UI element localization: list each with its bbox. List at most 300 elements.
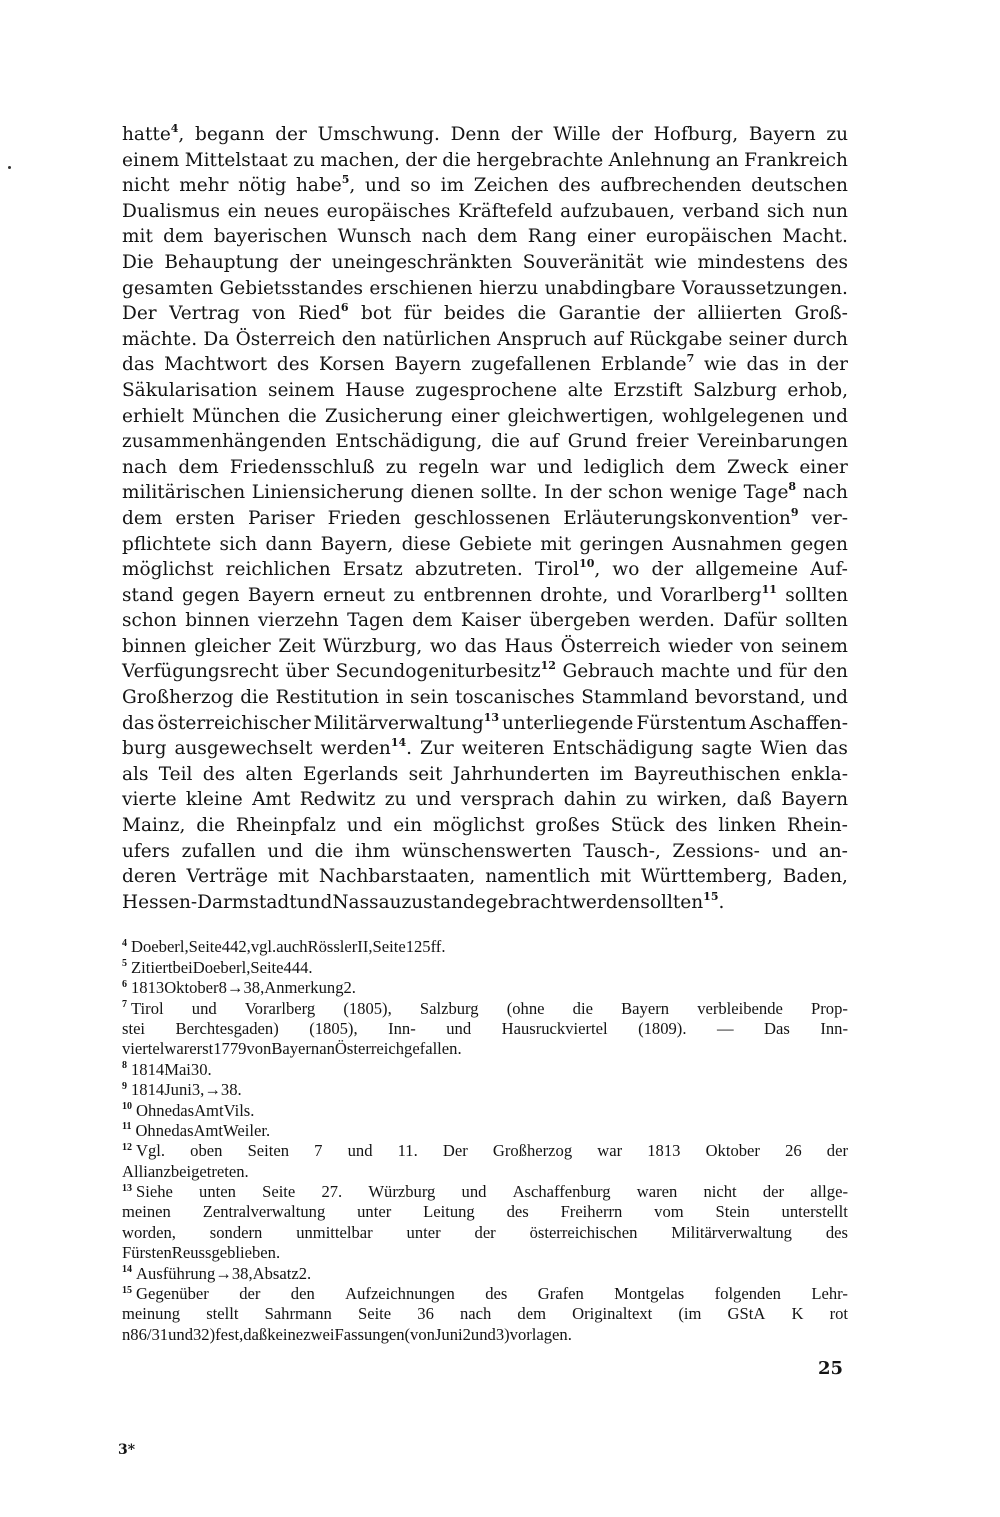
footnote-word: →	[204, 1080, 221, 1100]
footnote-word: zwei	[303, 1324, 335, 1344]
body-word: mit	[540, 533, 572, 555]
body-word: des	[276, 354, 310, 376]
footnote	[122, 1121, 848, 1141]
footnote-word: und	[191, 998, 217, 1018]
body-word: zu	[385, 456, 408, 478]
body-word: Kräftefeld	[458, 200, 553, 222]
footnote-word: Originaltext	[572, 1304, 653, 1324]
body-word: regeln	[418, 456, 479, 478]
body-word: und	[296, 891, 333, 913]
footnote-word: Großherzog	[492, 1141, 573, 1161]
body-word: der	[275, 124, 307, 145]
footnote-word: 3)	[495, 1324, 510, 1344]
footnote-word: nicht	[703, 1182, 737, 1202]
footnote-word: 2	[462, 1324, 471, 1344]
body-line	[122, 429, 848, 455]
body-word: Salzburg	[693, 379, 777, 401]
body-word: Militärverwaltung$^{13}$	[313, 710, 500, 734]
body-word: und	[812, 687, 848, 709]
body-word: alliierten	[697, 303, 782, 325]
footnote-word: Mai	[164, 1059, 191, 1079]
body-word: Ausnahmen	[672, 533, 783, 555]
footnote-word: die	[572, 998, 593, 1018]
footnote-word: Sahrmann	[264, 1304, 332, 1324]
body-word: Würzburg,	[323, 635, 423, 657]
body-word: pflichtete	[122, 533, 212, 555]
body-word: Wille	[553, 124, 601, 145]
footnote-word: Montgelas	[614, 1284, 685, 1304]
footnote-word: 38,	[243, 978, 265, 998]
footnote-word: oben	[190, 1141, 223, 1161]
footnote-line	[122, 1080, 848, 1100]
body-word: enkla-	[790, 763, 848, 785]
body-word: das	[122, 712, 155, 734]
footnote-word: Fürsten	[122, 1243, 172, 1263]
footnote-ref: 5	[341, 173, 350, 187]
body-word: Machtwort	[164, 354, 268, 376]
body-word: mit	[278, 866, 309, 888]
footnote-line	[122, 978, 848, 998]
body-word: Rhein-	[787, 815, 848, 837]
body-word: neues	[263, 200, 320, 222]
footnote	[122, 1264, 848, 1284]
footnote-ref: 4	[170, 121, 179, 135]
body-word: nicht	[122, 175, 170, 197]
footnote-word: Seite	[372, 937, 406, 957]
body-word: versprach	[460, 789, 555, 811]
body-word: der	[569, 482, 602, 504]
footnote-word: Inn-	[820, 1018, 848, 1038]
footnote-word: 11.	[397, 1141, 418, 1161]
footnote-word: 125	[405, 937, 431, 957]
body-word: Restitution	[275, 687, 380, 709]
body-word: mächte.	[122, 328, 198, 350]
footnote-word: Seite	[262, 1182, 296, 1202]
body-word: bot	[360, 303, 392, 325]
footnote-word: und	[347, 1141, 373, 1161]
body-word: Gebrauch	[562, 661, 655, 683]
body-word: Hofburg,	[653, 124, 739, 145]
body-word: seit	[408, 763, 443, 785]
footnote-word: allge-	[810, 1182, 848, 1202]
footnote-word: Oktober	[705, 1141, 760, 1161]
footnote-word: folgenden	[714, 1284, 781, 1304]
body-word: stand	[122, 584, 174, 606]
footnote-word: 36	[417, 1304, 434, 1324]
footnote-number: 13	[122, 1182, 132, 1194]
body-word: Tage$^8$	[743, 480, 797, 504]
footnote-word: vgl.	[250, 937, 277, 957]
body-word: zugefallenen	[471, 354, 591, 376]
footnote-word: und	[168, 1324, 193, 1344]
footnote-word: $^7$ Tirol	[122, 998, 164, 1018]
footnote-line	[122, 1264, 848, 1284]
footnote-word: daß	[243, 1324, 268, 1344]
body-line	[122, 787, 848, 813]
footnote-number: 8	[122, 1060, 127, 1072]
footnote-word: Weiler.	[223, 1120, 271, 1140]
body-line	[122, 532, 848, 558]
body-word: vierte	[122, 789, 177, 811]
body-word: Zeit	[278, 635, 316, 657]
body-word: Groß-	[794, 303, 848, 325]
footnote-line	[122, 1019, 848, 1039]
footnote-number: 11	[122, 1121, 132, 1133]
body-word: entbrennen	[423, 584, 532, 606]
body-word: unabdingbare	[544, 277, 676, 299]
body-word: von	[740, 635, 774, 657]
footnote-word: stellt	[206, 1304, 239, 1324]
body-word: ausgewechselt	[174, 738, 313, 760]
body-word: Teil	[158, 763, 193, 785]
body-line	[122, 685, 848, 711]
footnote-word: (ohne	[506, 998, 545, 1018]
body-line	[122, 148, 848, 174]
body-word: dem	[477, 226, 518, 248]
footnote-number: 10	[122, 1101, 132, 1112]
body-word: Kaiser	[460, 610, 521, 632]
footnote-word: K	[791, 1304, 804, 1324]
signature-mark: 3*	[118, 1442, 136, 1458]
body-word: hergebrachte	[476, 149, 604, 171]
body-word: Pariser	[247, 507, 315, 529]
footnote-word: 2.	[343, 978, 356, 998]
footnote-word: Militärverwaltung	[671, 1222, 792, 1242]
footnote-ref: 15	[703, 889, 719, 903]
footnote-word: Allianz	[122, 1161, 171, 1181]
body-word: burg	[122, 738, 167, 760]
footnote-word: Aufzeichnungen	[345, 1284, 455, 1304]
body-word: ein	[393, 815, 423, 837]
body-word: wo	[429, 635, 457, 657]
body-word: wieder	[668, 635, 733, 657]
body-word: die	[442, 149, 471, 171]
footnote-word: Amt	[194, 1100, 224, 1120]
body-word: nun	[812, 200, 848, 222]
body-word: die	[240, 687, 269, 709]
body-word: seiner	[728, 328, 787, 350]
footnote-word: →	[215, 1263, 232, 1283]
page-content	[122, 122, 848, 1345]
footnote-word: $^9$ 1814	[122, 1080, 165, 1100]
body-word: die	[517, 303, 547, 325]
footnote-word: vorlagen.	[509, 1324, 572, 1344]
body-word: Haus	[504, 635, 554, 657]
body-word: schon	[608, 482, 663, 504]
body-word: gleicher	[194, 635, 271, 657]
footnote-word: Zentralverwaltung	[202, 1202, 326, 1222]
footnote-number: 9	[122, 1080, 127, 1092]
body-word: beides	[443, 303, 505, 325]
body-word: zu	[625, 789, 648, 811]
body-word: Tagen	[347, 610, 404, 632]
body-word: machte	[660, 661, 731, 683]
body-word: Säkularisation	[122, 379, 258, 401]
footnote-ref: 13	[483, 710, 500, 724]
body-word: geschlossenen	[413, 507, 551, 529]
body-word: zugesprochene	[415, 379, 558, 401]
body-word: Gebietsstandes	[219, 277, 364, 299]
footnote-word: Das	[764, 1018, 790, 1038]
footnote-word: dem	[517, 1304, 546, 1324]
body-word: der	[611, 124, 643, 145]
footnote-word: Seiten	[247, 1141, 290, 1161]
body-word: auf	[593, 328, 623, 350]
footnote-word: meinung	[122, 1304, 181, 1324]
body-line	[122, 506, 848, 532]
footnote-ref: 10	[579, 556, 595, 570]
body-word: Vertrag	[169, 303, 240, 325]
footnote-word: (1809).	[638, 1018, 687, 1038]
footnote-word: Doeberl,	[192, 957, 251, 977]
body-word: Souveränität	[522, 251, 644, 273]
footnote-word: Lehr-	[811, 1284, 848, 1304]
body-word: Vorarlberg$^{11}$	[660, 582, 777, 606]
body-word: Bayern	[748, 124, 816, 145]
footnote-word: Österreich	[334, 1039, 405, 1059]
body-word: Umschwung.	[317, 124, 440, 145]
body-word: Aschaffen-	[749, 712, 848, 734]
footnote-word: verbleibende	[697, 998, 783, 1018]
body-word: als	[122, 763, 149, 785]
footnote-word: unter	[357, 1202, 392, 1222]
body-word: zu	[393, 584, 416, 606]
body-word: und	[267, 840, 304, 862]
footnote-word: unter	[406, 1222, 441, 1242]
body-word: Tirol$^{10}$,	[534, 556, 601, 581]
body-word: Rang	[527, 226, 577, 248]
footnotes-section	[122, 937, 848, 1345]
footnote	[122, 1060, 848, 1080]
body-word: erneut	[323, 584, 386, 606]
body-word: Rückgabe	[629, 328, 723, 350]
body-word: und	[616, 584, 653, 606]
body-word: und	[536, 456, 573, 478]
footnote-word: $^{15}$ Gegenüber	[122, 1284, 209, 1304]
body-line	[122, 659, 848, 685]
body-word: Bayern	[394, 354, 462, 376]
body-word: namentlich	[485, 866, 591, 888]
footnote-word: Seite	[188, 937, 222, 957]
footnote-word: 38.	[220, 1080, 242, 1100]
body-word: des	[202, 763, 236, 785]
footnote-line	[122, 999, 848, 1019]
body-word: wünschenswerten	[401, 840, 572, 862]
body-word: abzutreten.	[414, 559, 523, 581]
body-word: sein	[410, 687, 449, 709]
footnote-word: geblieben.	[211, 1243, 281, 1263]
body-word: Großherzog	[122, 687, 234, 709]
body-word: schon	[122, 610, 177, 632]
body-word: drohte,	[540, 584, 609, 606]
body-word: Amt	[252, 789, 291, 811]
footnote-word: Stein	[715, 1202, 750, 1222]
footnote-word: beigetreten.	[170, 1161, 249, 1181]
body-line	[122, 378, 848, 404]
body-word: erhielt	[122, 405, 184, 427]
footnote-word: $^5$ Zitiert	[122, 957, 173, 977]
body-word: machen,	[320, 149, 400, 171]
body-word: dem	[412, 610, 453, 632]
body-word: Nassau	[332, 891, 402, 913]
footnote	[122, 1080, 848, 1100]
body-line	[122, 224, 848, 250]
footnote-word: 8	[218, 978, 227, 998]
body-line	[122, 557, 848, 583]
body-word: zu	[293, 149, 315, 171]
footnote	[122, 958, 848, 978]
footnote-word: 26	[785, 1141, 802, 1161]
body-word: Mainz,	[122, 815, 186, 837]
body-word: Da	[203, 328, 230, 350]
footnote-ref: 14	[390, 736, 407, 750]
footnote-word: unmittelbar	[296, 1222, 373, 1242]
footnote-word: unten	[199, 1182, 236, 1202]
footnote	[122, 1141, 848, 1182]
body-word: wohlgelegenen	[662, 405, 805, 427]
body-word: Zur	[420, 738, 454, 760]
body-word: war	[490, 456, 526, 478]
footnote-word: $^8$ 1814	[122, 1059, 165, 1079]
body-word: ein	[227, 200, 257, 222]
body-word: erhob,	[787, 379, 848, 401]
footnote-number: 6	[122, 978, 127, 990]
footnote-number: 4	[122, 937, 127, 949]
body-word: der	[289, 251, 322, 273]
body-word: gegen	[790, 533, 848, 555]
body-word: ufers	[122, 840, 171, 862]
body-line	[122, 762, 848, 788]
footnote-word: das	[171, 1100, 195, 1120]
footnote-ref: 7	[686, 352, 695, 366]
body-word: ver-	[811, 507, 848, 529]
body-word: Egerlands	[302, 763, 399, 785]
footnote-word: 2.	[298, 1263, 312, 1283]
body-word: nach	[421, 226, 467, 248]
footnote-word: 3,	[191, 1080, 205, 1100]
footnote-word: Hausruckviertel	[501, 1018, 608, 1038]
body-word: bayerischen	[213, 226, 328, 248]
body-word: durch	[792, 328, 848, 350]
body-word: Wien	[760, 738, 808, 760]
body-word: dienen	[410, 482, 474, 504]
footnote-word: (von	[404, 1324, 435, 1344]
footnote-word: Oktober	[164, 978, 219, 998]
footnote-word: der	[826, 1141, 848, 1161]
body-word: seinem	[781, 635, 848, 657]
footnote-line	[122, 1039, 848, 1059]
body-word: mit	[122, 226, 153, 248]
footnote-word: —	[716, 1018, 734, 1038]
body-word: Secundogeniturbesitz$^{12}$	[335, 659, 556, 683]
body-word: uneingeschränkten	[331, 251, 513, 273]
body-word: ersten	[175, 507, 235, 529]
body-word: Verfügungsrecht	[122, 661, 279, 683]
body-word: so	[410, 175, 431, 197]
body-word: in	[385, 687, 404, 709]
body-word: ihm	[354, 840, 391, 862]
footnote-word: nach	[459, 1304, 492, 1324]
body-word: europäisches	[326, 200, 451, 222]
footnote	[122, 937, 848, 957]
body-word: vierzehn	[258, 610, 339, 632]
footnote-word: von	[246, 1039, 272, 1059]
body-line	[122, 890, 848, 916]
body-word: dann	[265, 533, 313, 555]
body-word: das	[122, 354, 155, 376]
body-word: möglichst	[432, 815, 525, 837]
footnote	[122, 999, 848, 1060]
body-word: werden$^{14}$.	[320, 736, 413, 760]
footnote-word: Salzburg	[419, 998, 479, 1018]
footnote-word: 86/31	[130, 1324, 169, 1344]
body-line	[122, 327, 848, 353]
body-word: aufzubauen,	[560, 200, 676, 222]
body-word: zu	[384, 789, 407, 811]
footnote-line	[122, 1284, 848, 1304]
body-word: Bayern	[247, 584, 315, 606]
footnote-word: Absatz	[252, 1263, 299, 1283]
body-line	[122, 455, 848, 481]
footnote-line	[122, 1243, 848, 1263]
body-word: und	[736, 661, 773, 683]
body-word: natürlichen	[382, 328, 491, 350]
body-line	[122, 352, 848, 378]
body-word: des	[675, 815, 708, 837]
body-word: der	[405, 149, 437, 171]
footnote-number: 15	[122, 1284, 132, 1296]
body-word: deutschen	[751, 175, 848, 197]
body-word: Anspruch	[497, 328, 587, 350]
footnote-word: 7	[314, 1141, 323, 1161]
body-word: erschienen	[369, 277, 473, 299]
body-word: Behauptung	[164, 251, 279, 273]
footnote-ref: 12	[540, 659, 556, 673]
footnote-number: 12	[122, 1141, 132, 1153]
footnote-word: rot	[829, 1304, 848, 1324]
footnote-word: Leitung	[423, 1202, 475, 1222]
footnote-line	[122, 1141, 848, 1161]
body-word: Redwitz	[299, 789, 376, 811]
footnote-word: Der	[442, 1141, 468, 1161]
footnote-word: Juni	[164, 1080, 192, 1100]
body-word: den	[341, 328, 377, 350]
body-word: reichlichen	[225, 559, 331, 581]
footnote-word: Prop-	[811, 998, 848, 1018]
footnote-line	[122, 1101, 848, 1121]
body-word: Bayern	[781, 789, 848, 811]
footnote-number: 7	[122, 999, 127, 1011]
body-word: linken	[718, 815, 777, 837]
body-word: Vereinbarungen	[697, 431, 848, 453]
body-word: mindestens	[697, 251, 805, 273]
body-word: Frankreich	[744, 149, 848, 171]
footnote-word: bei	[172, 957, 193, 977]
body-line	[122, 173, 848, 199]
footnote-word: unterstellt	[781, 1202, 848, 1222]
footnote-line	[122, 1325, 848, 1345]
body-word: binnen	[185, 610, 250, 632]
footnote-word: viertel	[122, 1039, 165, 1059]
body-line	[122, 301, 848, 327]
body-word: Mittelstaat	[184, 149, 288, 171]
footnote-word: Freiherrn	[560, 1202, 623, 1222]
footnote-line	[122, 1202, 848, 1222]
footnote-word: (1805),	[343, 998, 392, 1018]
footnote-word: keine	[267, 1324, 304, 1344]
footnote-word: $^{14}$ Ausführung	[122, 1263, 216, 1283]
footnote-word: Berchtesgaden)	[175, 1018, 279, 1038]
